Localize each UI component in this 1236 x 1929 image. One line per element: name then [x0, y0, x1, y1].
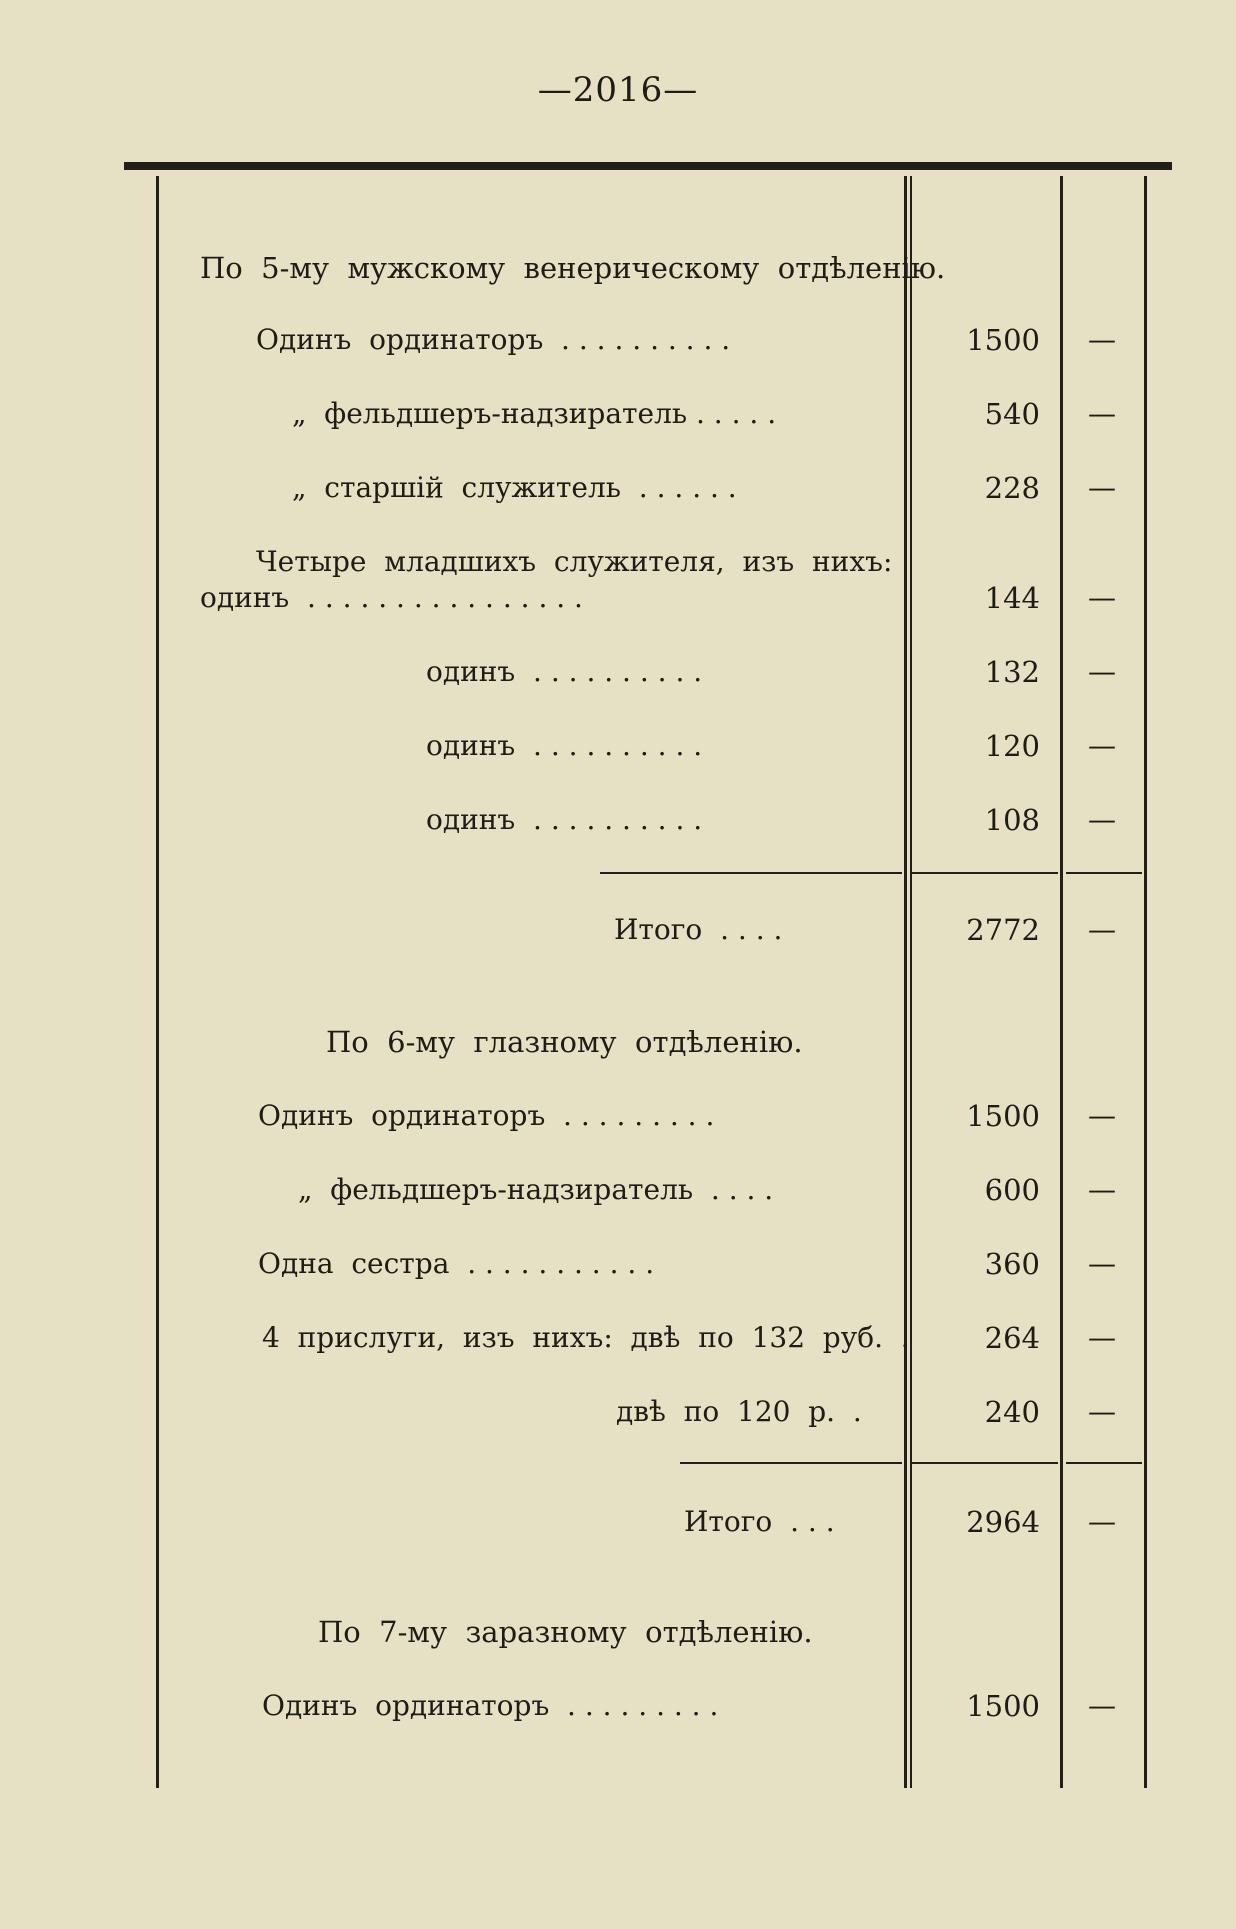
- section-heading-5: По 5-му мужскому венерическому отдѣленію.: [200, 251, 946, 285]
- total-dash: —: [1088, 1505, 1116, 1538]
- row-amount: 132: [984, 655, 1040, 689]
- row-amount: 228: [984, 471, 1040, 505]
- table-left-border: [156, 176, 159, 1788]
- sum-rule-5-amount: [910, 872, 1058, 874]
- row-label: „ фельдшеръ-надзиратель . . . .: [298, 1173, 774, 1206]
- row-label: 4 прислуги, изъ нихъ: двѣ по 132 руб. .: [262, 1321, 910, 1354]
- page-number: —2016—: [537, 70, 699, 110]
- table-right-border: [1144, 176, 1147, 1788]
- row-label: одинъ . . . . . . . . . .: [426, 729, 703, 762]
- total-label: Итого . . . .: [614, 913, 783, 946]
- row-dash: —: [1088, 1247, 1116, 1280]
- row-amount: 144: [984, 581, 1040, 615]
- row-label: одинъ . . . . . . . . . . . . . . . .: [200, 581, 583, 614]
- row-dash: —: [1088, 1689, 1116, 1722]
- row-dash: —: [1088, 397, 1116, 430]
- row-dash: —: [1088, 581, 1116, 614]
- sum-rule-6-amount: [910, 1462, 1058, 1464]
- row-label: двѣ по 120 р. .: [616, 1395, 862, 1428]
- row-amount: 1500: [966, 1099, 1040, 1133]
- row-dash: —: [1088, 729, 1116, 762]
- sum-rule-6: [680, 1462, 902, 1464]
- total-amount: 2964: [966, 1505, 1040, 1539]
- row-amount: 1500: [966, 1689, 1040, 1723]
- row-label: „ фельдшеръ-надзиратель . . . . .: [292, 397, 777, 430]
- row-label: Одинъ ординаторъ . . . . . . . . .: [262, 1689, 719, 1722]
- row-amount: 108: [984, 803, 1040, 837]
- row-amount: 1500: [966, 323, 1040, 357]
- total-dash: —: [1088, 913, 1116, 946]
- row-label: Четыре младшихъ служителя, изъ нихъ:: [256, 545, 893, 578]
- total-label: Итого . . .: [684, 1505, 835, 1538]
- row-amount: 264: [984, 1321, 1040, 1355]
- section-heading-7: По 7-му заразному отдѣленію.: [318, 1615, 813, 1649]
- row-amount: 120: [984, 729, 1040, 763]
- row-label: одинъ . . . . . . . . . .: [426, 803, 703, 836]
- row-dash: —: [1088, 803, 1116, 836]
- top-rule: [124, 162, 1172, 170]
- sum-rule-5: [600, 872, 902, 874]
- row-label: „ старшій служитель . . . . . .: [292, 471, 737, 504]
- row-dash: —: [1088, 1173, 1116, 1206]
- row-label: Одинъ ординаторъ . . . . . . . . .: [258, 1099, 715, 1132]
- total-amount: 2772: [966, 913, 1040, 947]
- row-label: одинъ . . . . . . . . . .: [426, 655, 703, 688]
- row-label: Одинъ ординаторъ . . . . . . . . . .: [256, 323, 731, 356]
- row-amount: 240: [984, 1395, 1040, 1429]
- row-amount: 540: [984, 397, 1040, 431]
- row-dash: —: [1088, 1395, 1116, 1428]
- sum-rule-5-dash: [1066, 872, 1142, 874]
- row-amount: 600: [984, 1173, 1040, 1207]
- row-label: Одна сестра . . . . . . . . . . .: [258, 1247, 655, 1280]
- row-dash: —: [1088, 655, 1116, 688]
- row-dash: —: [1088, 1099, 1116, 1132]
- row-amount: 360: [984, 1247, 1040, 1281]
- amount-column-left-border: [904, 176, 907, 1788]
- section-heading-6: По 6-му глазному отдѣленію.: [326, 1025, 803, 1059]
- sum-rule-6-dash: [1066, 1462, 1142, 1464]
- row-dash: —: [1088, 323, 1116, 356]
- row-dash: —: [1088, 1321, 1116, 1354]
- row-dash: —: [1088, 471, 1116, 504]
